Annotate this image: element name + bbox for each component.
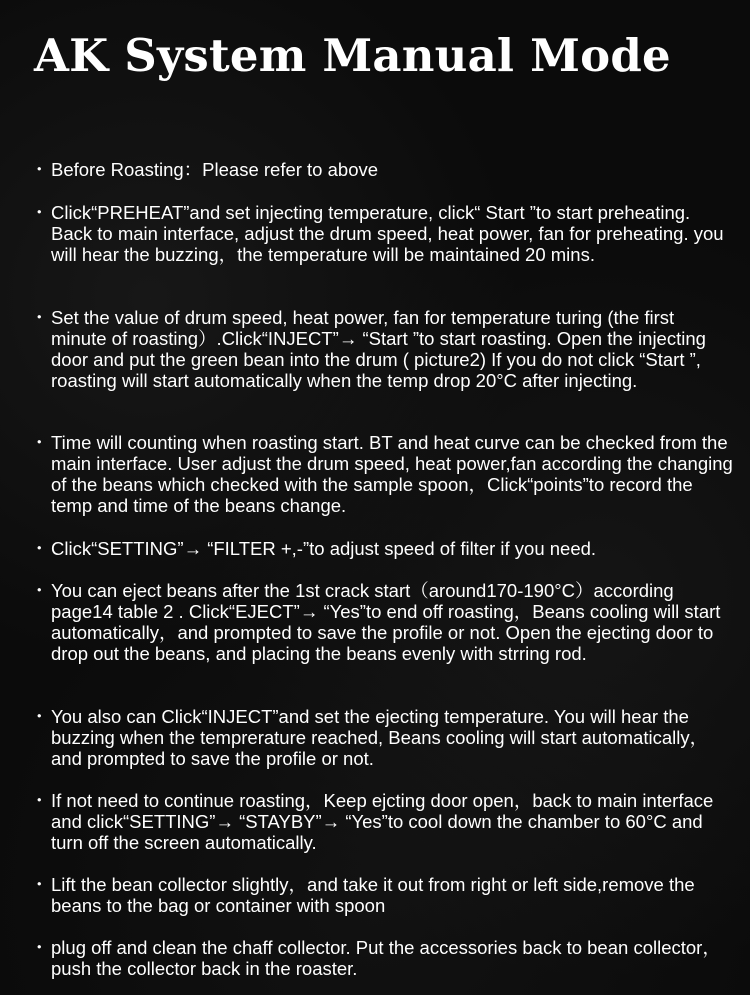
instruction-text: Click“SETTING”→ “FILTER +,-”to adjust speed of filter if you need. (51, 538, 597, 559)
bullet-icon: ・ (30, 874, 49, 895)
bullet-icon: ・ (30, 706, 49, 727)
instruction-item (30, 159, 738, 180)
instruction-text: Time will counting when roasting start. BT and heat curve can be checked from the main interface. User adjust the drum speed, heat power,fan according the changing of the beans which checked with the sample spoon，Click“points”to record the temp and time of the beans change. (51, 432, 733, 516)
instruction-item (30, 874, 738, 916)
instruction-item (30, 432, 738, 516)
instruction-item (30, 580, 738, 664)
instruction-text: Click“PREHEAT”and set injecting temperature, click“ Start ”to start preheating. Back to main interface, adjust the drum speed, heat power, fan for preheating. you will hear the buzzing，the temperature will be maintained 20 mins. (51, 202, 724, 265)
instruction-text: You can eject beans after the 1st crack start（around170-190°C）according page14 table 2 . Click“EJECT”→ “Yes”to end off roasting，Beans cooling will start automatically，and prompted to save the profile or not. Open the ejecting door to drop out the beans, and placing the beans evenly with strring rod. (51, 580, 721, 664)
instruction-text: Before Roasting：Please refer to above (51, 159, 379, 180)
instruction-item (30, 538, 738, 559)
bullet-icon: ・ (30, 202, 49, 223)
instruction-item (30, 790, 738, 853)
bullet-icon: ・ (30, 580, 49, 601)
instruction-text: Set the value of drum speed, heat power, fan for temperature turing (the first minute of roasting）.Click“INJECT”→ “Start ”to start roasting. Open the injecting door and put the green bean into the drum ( picture2) If you do not click “Start ”, roasting will start automatically when the temp drop 20°C after injecting. (51, 307, 706, 391)
instruction-item (30, 706, 738, 769)
bullet-icon: ・ (30, 432, 49, 453)
instruction-item (30, 202, 738, 265)
instruction-text: If not need to continue roasting，Keep ejcting door open，back to main interface and click“SETTING”→ “STAYBY”→ “Yes”to cool down the chamber to 60°C and turn off the screen automatically. (51, 790, 714, 853)
bullet-icon: ・ (30, 790, 49, 811)
instruction-text: plug off and clean the chaff collector. Put the accessories back to bean collector，push the collector back in the roaster. (51, 937, 721, 979)
instruction-item (30, 307, 738, 391)
bullet-icon: ・ (30, 538, 49, 559)
bullet-icon: ・ (30, 307, 49, 328)
instruction-text: Lift the bean collector slightly，and take it out from right or left side,remove the beans to the bag or container with spoon (51, 874, 695, 916)
instruction-text: You also can Click“INJECT”and set the ejecting temperature. You will hear the buzzing when the temprerature reached, Beans cooling will start automatically，and prompted to save the profile or not. (51, 706, 709, 769)
bullet-icon: ・ (30, 937, 49, 958)
bullet-icon: ・ (30, 159, 49, 180)
page-title: AK System Manual Mode (34, 29, 671, 82)
instruction-item (30, 937, 738, 979)
